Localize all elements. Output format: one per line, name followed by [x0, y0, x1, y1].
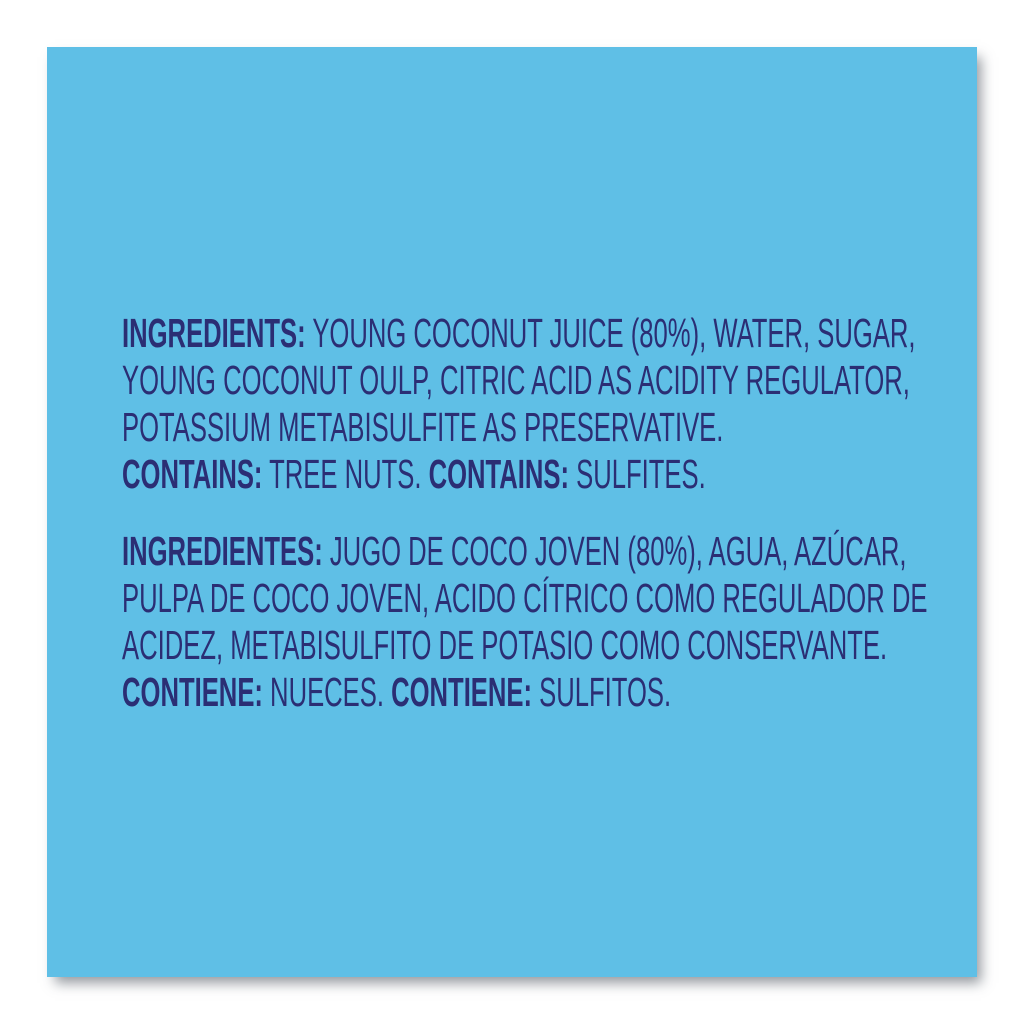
es-line-1-text: JUGO DE COCO JOVEN (80%), AGUA, AZÚCAR, [322, 528, 907, 574]
en-ingredients-heading: INGREDIENTS: [122, 310, 306, 356]
ingredients-text [122, 310, 997, 716]
en-contains-1-text: TREE NUTS. [262, 451, 429, 497]
en-line-1-text: YOUNG COCONUT JUICE (80%), WATER, SUGAR, [305, 310, 916, 356]
en-line-3: POTASSIUM METABISULFITE AS PRESERVATIVE. [122, 404, 724, 450]
label-panel [47, 47, 977, 977]
es-contains-1-text: NUECES. [262, 669, 392, 715]
en-contains-2-text: SULFITES. [569, 451, 706, 497]
en-line-2: YOUNG COCONUT OULP, CITRIC ACID AS ACIDITY REGULATOR, [122, 357, 910, 403]
ingredients-block-en [122, 310, 997, 498]
es-line-3: ACIDEZ, METABISULFITO DE POTASIO COMO CONSERVANTE. [122, 622, 888, 668]
es-contains-2-label: CONTIENE: [391, 669, 533, 715]
en-line-1 [122, 310, 997, 357]
ingredients-block-es [122, 528, 997, 716]
es-ingredients-heading: INGREDIENTES: [122, 528, 323, 574]
en-contains-1-label: CONTAINS: [122, 451, 263, 497]
es-contains-line [122, 669, 997, 716]
es-line-2: PULPA DE COCO JOVEN, ACIDO CÍTRICO COMO REGULADOR DE [122, 575, 928, 621]
es-contains-1-label: CONTIENE: [122, 669, 263, 715]
en-contains-line [122, 451, 997, 498]
es-contains-2-text: SULFITOS. [532, 669, 672, 715]
en-contains-2-label: CONTAINS: [428, 451, 570, 497]
es-line-1 [122, 528, 997, 575]
